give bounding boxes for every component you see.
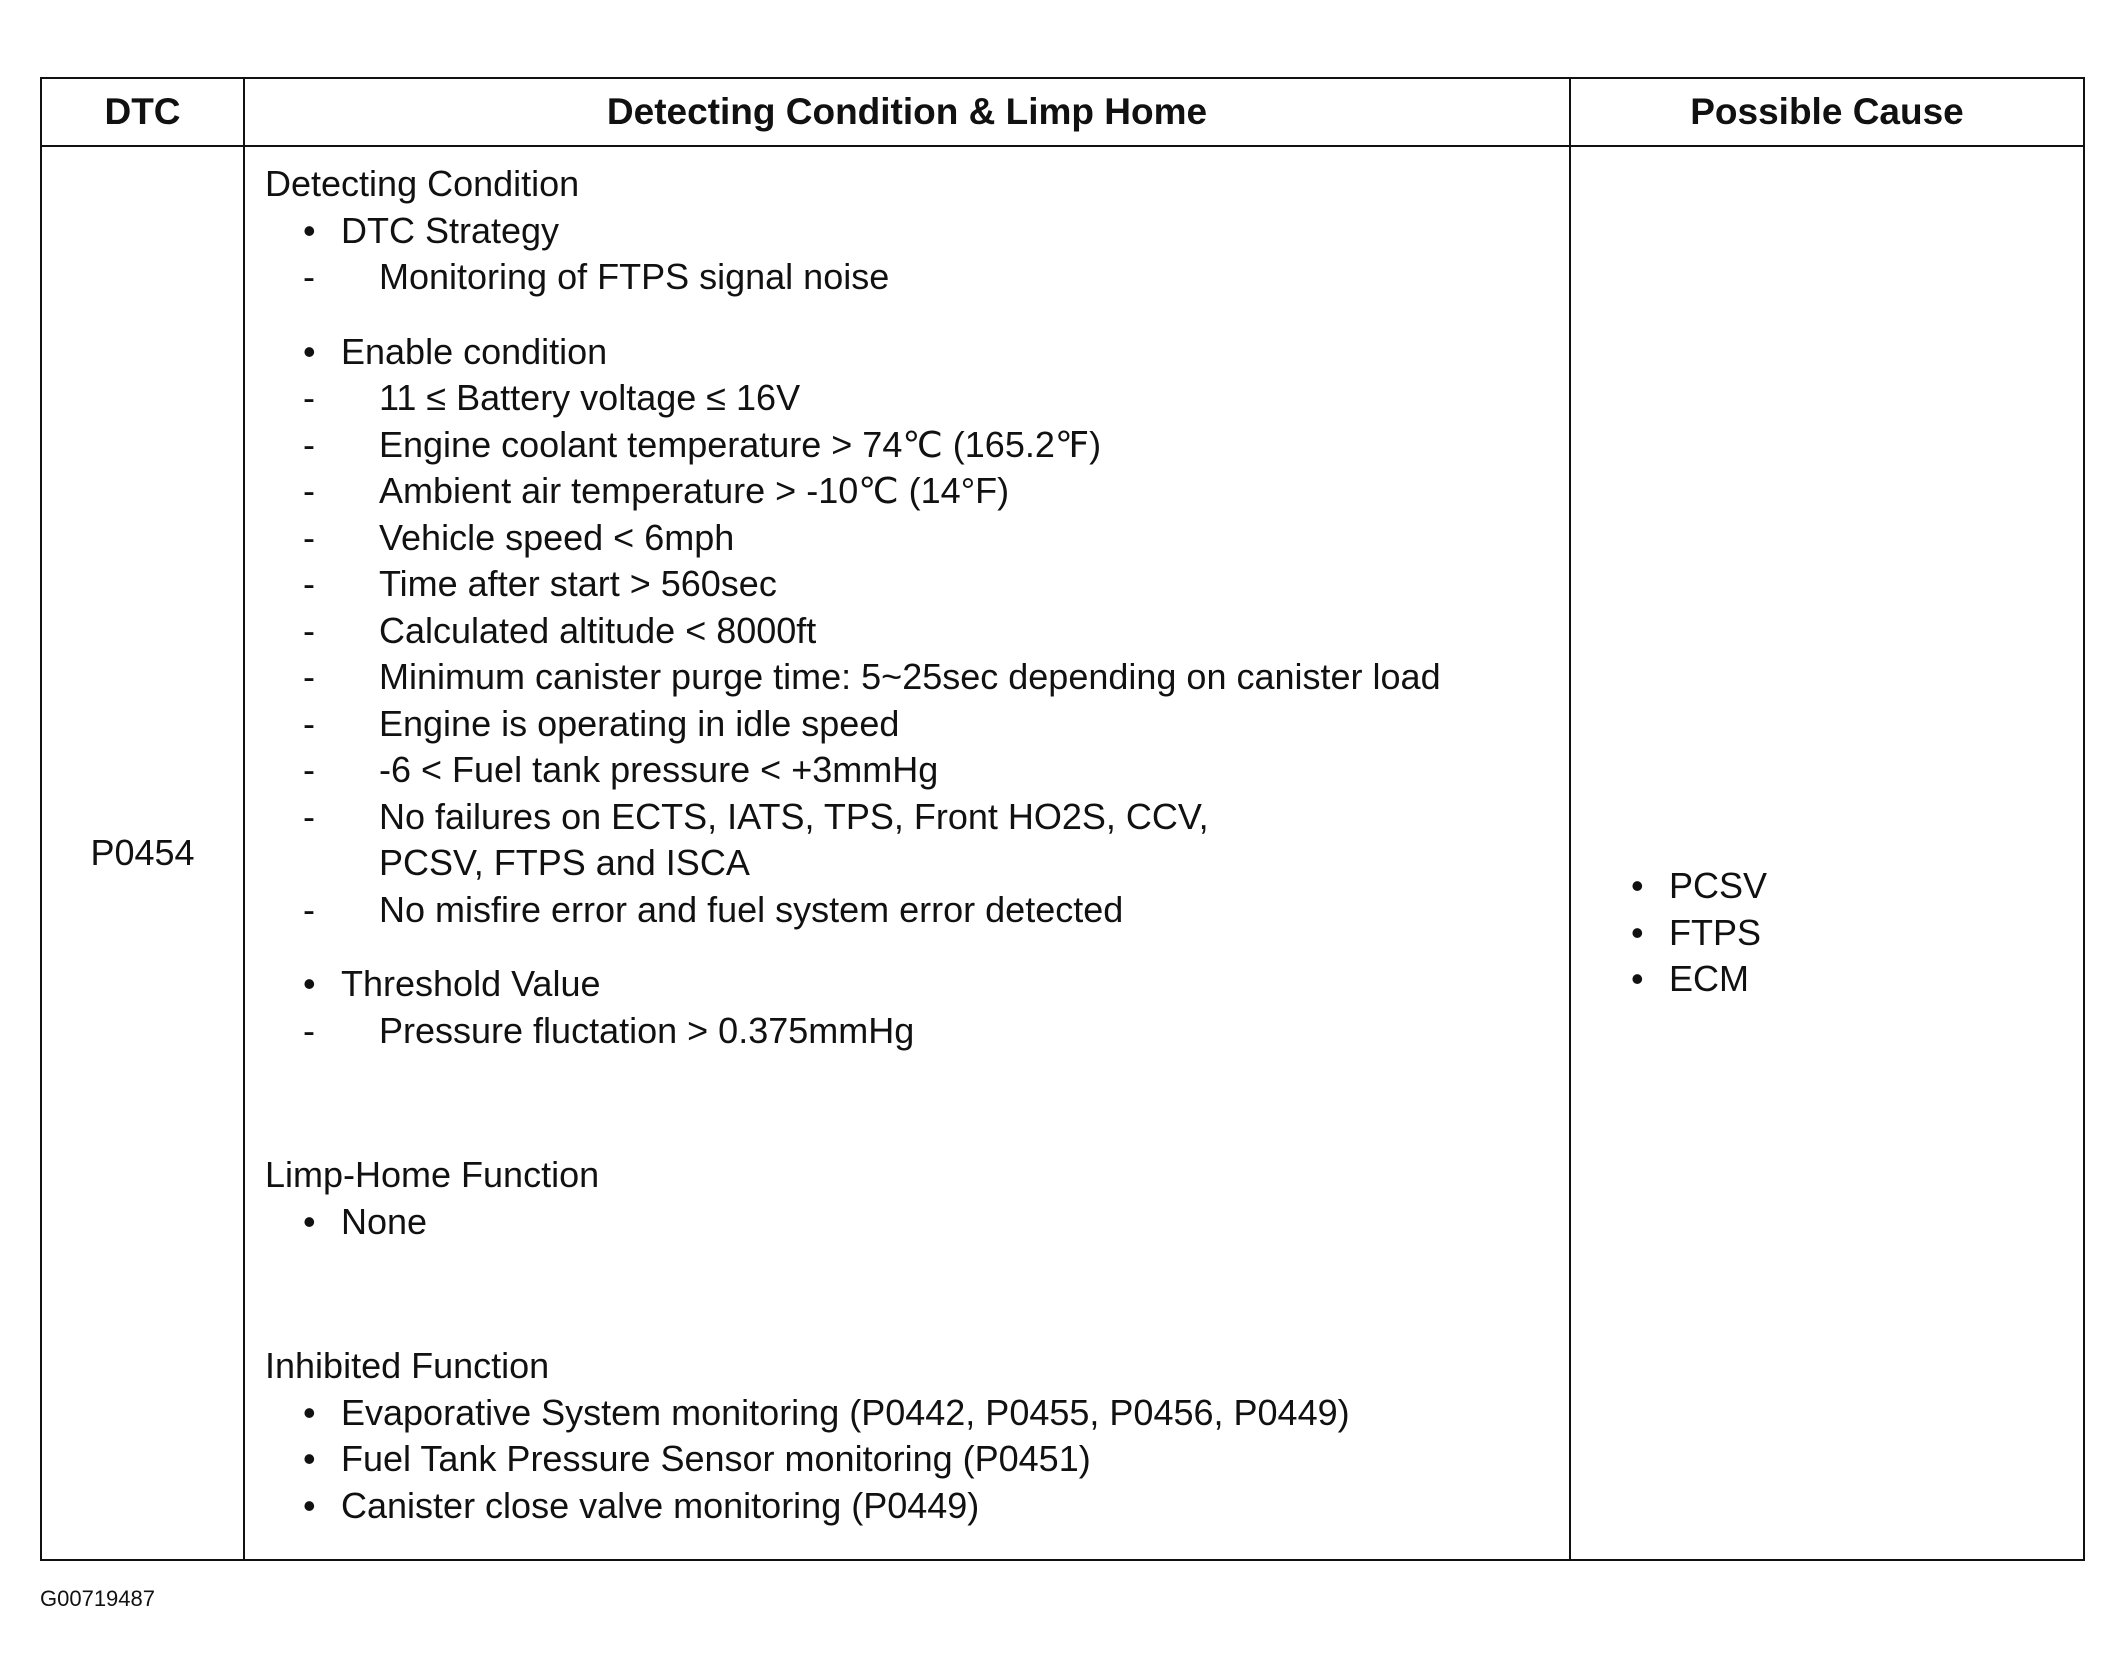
possible-cause-cell [1569,147,2083,1559]
dash-icon: - [303,256,315,297]
list-item: • DTC Strategy [265,208,1569,255]
dash-icon: - [303,377,315,418]
dash-icon: - [303,609,315,651]
list-item: • PCSV [1631,863,1767,910]
dash-icon: - [303,1009,315,1051]
section-title-inhibited: Inhibited Function [265,1345,550,1386]
list-item: - Engine coolant temperature > 74℃ (165.2℉) [265,422,1569,469]
section-title-limp-home: Limp-Home Function [265,1154,600,1195]
dtc-code: P0454 [90,832,195,873]
list-item: - Minimum canister purge time: 5~25sec depending on canister load [265,654,1569,701]
bullet-icon: • [303,963,316,1004]
bullet-icon: • [1631,865,1644,906]
bullet-icon: • [1631,958,1644,999]
bullet-icon: • [303,330,316,372]
dash-icon: - [303,516,315,558]
list-item: • Fuel Tank Pressure Sensor monitoring (P0451) [265,1436,1569,1483]
list-item: - Pressure fluctation > 0.375mmHg [265,1008,1569,1055]
bullet-icon: • [303,209,316,251]
list-item: - Ambient air temperature > -10℃ (14°F) [265,468,1569,515]
dtc-code-cell [42,147,243,1559]
list-item: - Engine is operating in idle speed [265,701,1569,748]
header-possible-cause: Possible Cause [1569,79,2083,147]
detecting-condition-cell [243,147,1569,1559]
list-item: - No misfire error and fuel system error detected [265,887,1569,934]
header-dtc: DTC [42,79,243,147]
dash-icon: - [303,888,315,930]
possible-cause-list [1631,863,1767,1003]
dtc-table [40,77,2085,1561]
dash-icon: - [303,470,315,511]
bullet-icon: • [303,1391,316,1433]
list-item: • Threshold Value [265,961,1569,1008]
list-item: - No failures on ECTS, IATS, TPS, Front HO2S, CCV, [265,794,1569,841]
list-item: • Evaporative System monitoring (P0442, P0455, P0456, P0449) [265,1390,1569,1437]
bullet-icon: • [1631,911,1644,953]
dash-icon: - [303,749,315,790]
list-item: - Time after start > 560sec [265,561,1569,608]
header-detecting-condition: Detecting Condition & Limp Home [243,79,1569,147]
list-item: - -6 < Fuel tank pressure < +3mmHg [265,747,1569,794]
list-item: - Calculated altitude < 8000ft [265,608,1569,655]
list-item: • Enable condition [265,329,1569,376]
list-item: - 11 ≤ Battery voltage ≤ 16V [265,375,1569,422]
dash-icon: - [303,656,315,697]
list-item-continuation: PCSV, FTPS and ISCA [379,842,750,883]
list-item: • Canister close valve monitoring (P0449) [265,1483,1569,1530]
list-item: • ECM [1631,956,1767,1003]
dash-icon: - [303,563,315,604]
list-item: • FTPS [1631,910,1767,957]
section-title-detecting: Detecting Condition [265,163,580,204]
list-item: - Vehicle speed < 6mph [265,515,1569,562]
list-item: • None [265,1199,1569,1246]
bullet-icon: • [303,1484,316,1526]
bullet-icon: • [303,1200,316,1242]
dash-icon: - [303,795,315,837]
dash-icon: - [303,423,315,465]
bullet-icon: • [303,1438,316,1479]
figure-id: G00719487 [40,1586,155,1611]
dash-icon: - [303,702,315,744]
list-item: - Monitoring of FTPS signal noise [265,254,1569,301]
